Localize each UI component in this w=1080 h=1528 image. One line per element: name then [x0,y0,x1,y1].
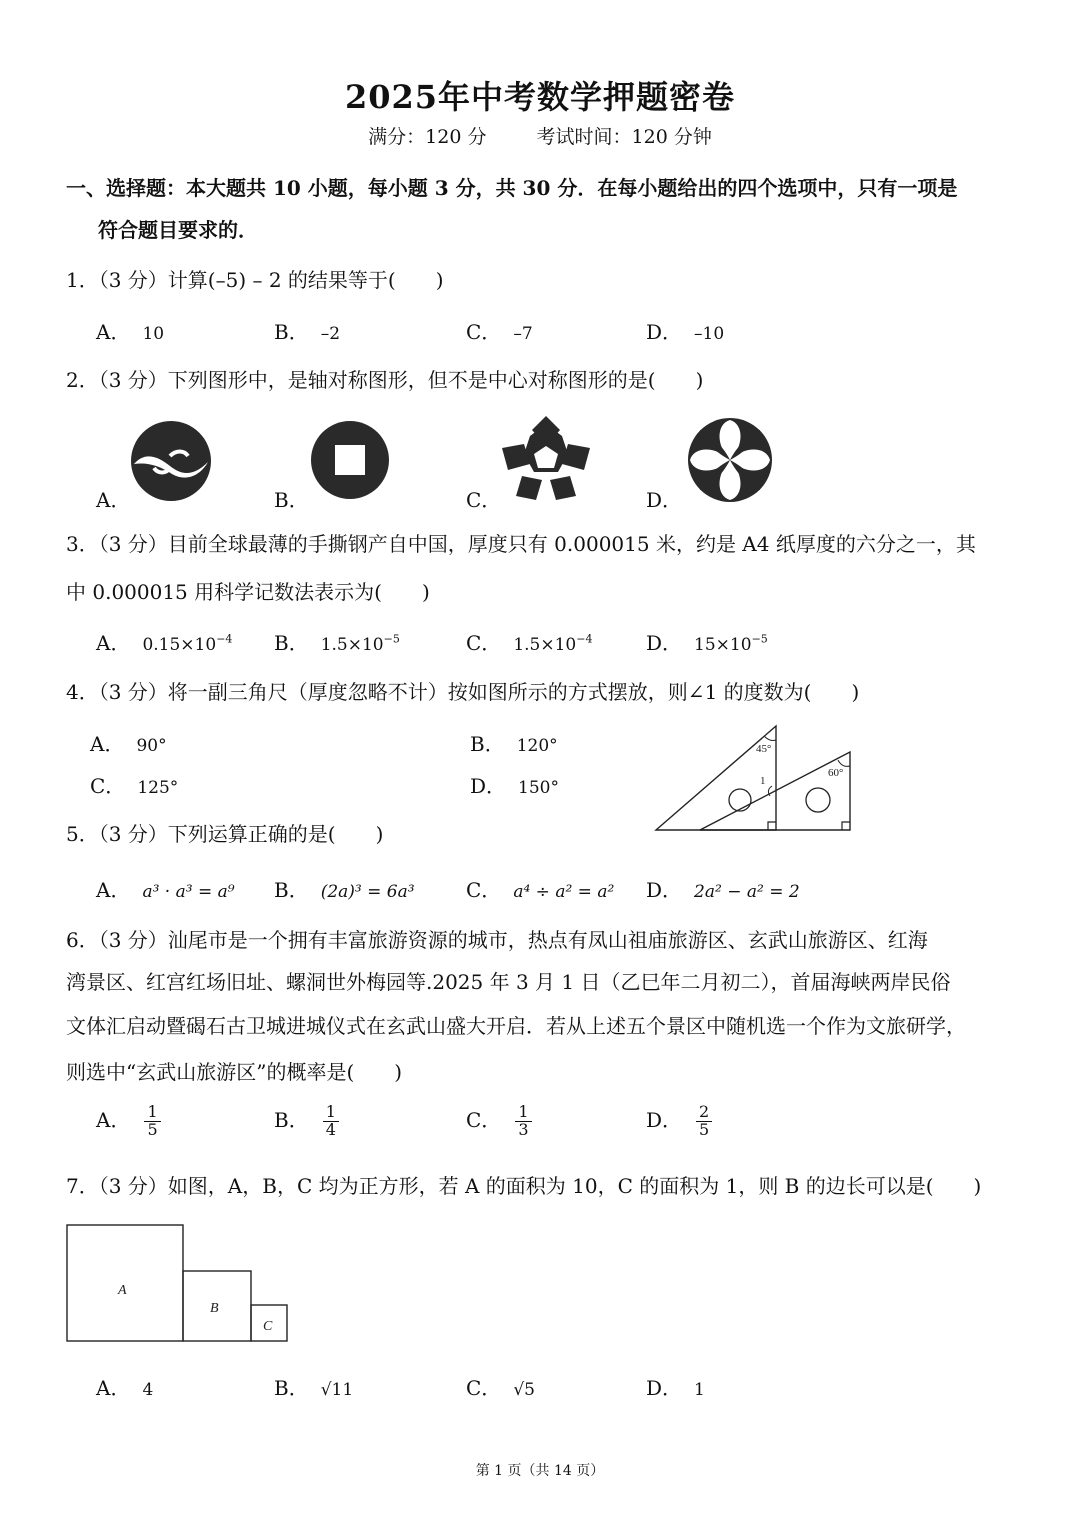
q6-option-b: B． $\frac{1}{4}$ [274,1104,339,1139]
q6-option-a: A． $\frac{1}{5}$ [96,1104,161,1139]
exam-info [0,122,1080,149]
q2-figure-c-icon [500,416,592,502]
q2-option-b: B． [274,488,309,512]
q2-stem: 2．（3 分）下列图形中，是轴对称图形，但不是中心对称图形的是( ) [66,368,704,392]
q7-square-b-label: B [210,1301,219,1316]
q7-square-c-label: C [263,1319,273,1334]
q7-option-a: A． 4 [96,1376,154,1400]
page-title: 2025年中考数学押题密卷 [344,78,736,116]
q4-option-b: B． 120° [470,732,558,756]
q6-option-c: C． $\frac{1}{3}$ [466,1104,532,1139]
q4-option-d: D． 150° [470,774,559,798]
section-heading-cont: 符合题目要求的． [98,218,258,242]
q2-option-d: D． [646,488,683,512]
q6-stem-line2: 湾景区、红宫红场旧址、螺洞世外梅园等.2025 年 3 月 1 日（乙巳年二月初二），首届海峡两岸民俗 [66,970,951,994]
q2-figure-a-icon [130,420,212,502]
q2-figure-b-icon [310,420,390,500]
q2-option-c: C． [466,488,502,512]
q6-option-d: D． $\frac{2}{5}$ [646,1104,712,1139]
q7-option-d: D． 1 [646,1376,705,1400]
q1-stem: 1．（3 分）计算(–5) – 2 的结果等于( ) [66,268,444,292]
q7-option-b: B． √11 [274,1376,354,1400]
q4-option-c: C． 125° [90,774,179,798]
page-footer: 第 1 页（共 14 页） [475,1463,605,1479]
q3-option-b: B． $1.5\times 10^{-5}$ [274,631,400,655]
full-score: 满分：120 分 [368,126,487,148]
q4-angle-45-label: 45° [756,743,772,755]
q7-square-a-label: A [118,1283,127,1298]
q6-stem-line3: 文体汇启动暨碣石古卫城进城仪式在玄武山盛大开启．若从上述五个景区中随机选一个作为文旅研学， [66,1014,966,1038]
q6-stem-line4: 则选中“玄武山旅游区”的概率是( ) [66,1060,403,1084]
q7-squares-figure [64,1222,292,1344]
q5-option-a: A． a³ · a³ = a⁹ [96,878,235,902]
q2-option-a: A． [96,488,131,512]
q3-option-d: D． $15\times 10^{-5}$ [646,631,768,655]
q2-figure-d-icon [686,416,774,504]
q4-triangle-figure [652,720,856,836]
q5-option-c: C． a⁴ ÷ a² = a² [466,878,615,902]
q6-stem-line1: 6．（3 分）汕尾市是一个拥有丰富旅游资源的城市，热点有凤山祖庙旅游区、玄武山旅游区、红海 [66,928,928,952]
q5-stem: 5．（3 分）下列运算正确的是( ) [66,822,384,846]
q5-option-d: D． 2a² − a² = 2 [646,878,800,902]
q1-option-a: A． 10 [96,320,165,344]
q4-option-a: A． 90° [90,732,167,756]
section-heading: 一、选择题：本大题共 10 小题，每小题 3 分，共 30 分．在每小题给出的四个选项中，只有一项是 [66,176,958,200]
q3-stem-line2: 中 0.000015 用科学记数法表示为( ) [66,580,430,604]
q3-stem-line1: 3．（3 分）目前全球最薄的手撕钢产自中国，厚度只有 0.000015 米，约是 A4 纸厚度的六分之一，其 [66,532,976,556]
q5-option-b: B． (2a)³ = 6a³ [274,878,415,902]
q3-option-a: A． $0.15\times 10^{-4}$ [96,631,233,655]
q4-angle-1-label: 1 [760,775,766,787]
q3-option-c: C． $1.5\times 10^{-4}$ [466,631,593,655]
q4-stem: 4．（3 分）将一副三角尺（厚度忽略不计）按如图所示的方式摆放，则∠1 的度数为( ) [66,680,860,704]
q1-option-b: B． –2 [274,320,341,344]
q1-option-d: D． –10 [646,320,725,344]
q7-option-c: C． √5 [466,1376,535,1400]
q4-angle-60-label: 60° [828,767,844,779]
q7-stem: 7．（3 分）如图，A，B，C 均为正方形，若 A 的面积为 10，C 的面积为 1，则 B 的边长可以是( ) [66,1174,982,1198]
exam-time: 考试时间：120 分钟 [536,126,712,148]
q1-option-c: C． –7 [466,320,533,344]
